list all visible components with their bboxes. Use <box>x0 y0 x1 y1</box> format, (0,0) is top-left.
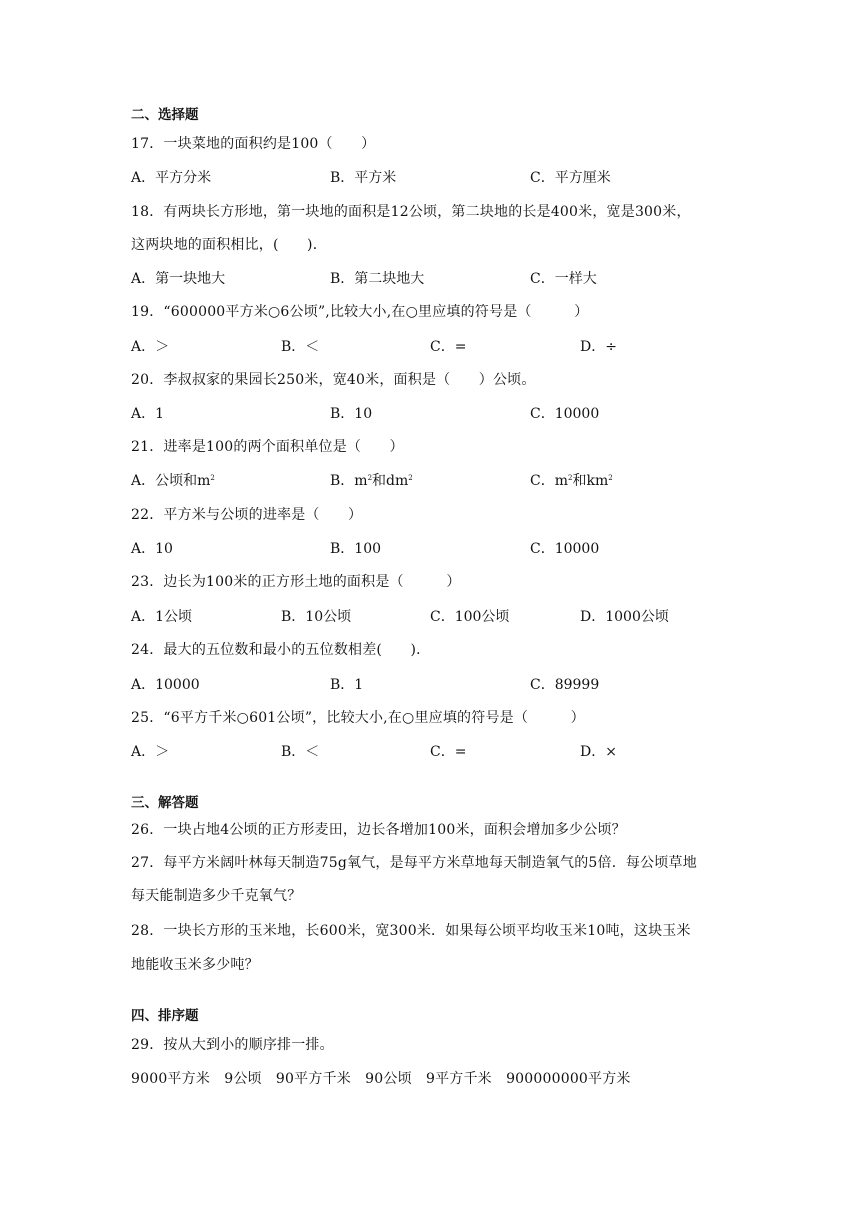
q25-option-b: B．＜ <box>281 744 320 760</box>
question-18-line-2: 这两块地的面积相比，( )． <box>131 237 327 253</box>
section-heading-answer: 三、解答题 <box>131 795 199 811</box>
q21-option-c-superscript-2: 2 <box>608 474 613 482</box>
q24-option-c: C．89999 <box>530 677 600 693</box>
q24-option-b: B．1 <box>330 677 364 693</box>
question-28-line-2: 地能收玉米多少吨？ <box>131 957 259 973</box>
question-29: 29．按从大到小的顺序排一排。 <box>131 1037 334 1053</box>
q22-option-c: C．10000 <box>530 541 600 557</box>
question-27-line-2: 每天能制造多少千克氧气？ <box>131 888 302 904</box>
q20-option-b: B．10 <box>330 406 373 422</box>
q21-option-c <box>530 471 613 491</box>
question-29-items: 9000平方米 9公顷 90平方千米 90公顷 9平方千米 900000000平方米 <box>131 1071 631 1087</box>
q21-option-c-text-2: 和km <box>572 473 609 489</box>
q21-option-a-superscript: 2 <box>210 474 215 482</box>
question-17: 17．一块菜地的面积约是100（ ） <box>131 136 376 152</box>
q23-option-c: C．100公顷 <box>430 609 510 625</box>
q17-option-b: B．平方米 <box>330 170 397 186</box>
section-heading-sort: 四、排序题 <box>131 1008 199 1024</box>
q21-option-a-text: A．公顷和m <box>131 473 211 489</box>
question-19: 19．“600000平方米○6公顷”,比较大小,在○里应填的符号是（ ） <box>131 304 589 320</box>
section-heading-choice: 二、选择题 <box>131 107 199 123</box>
question-27-line-1: 27．每平方米阔叶林每天制造75g氧气，是每平方米草地每天制造氧气的5倍．每公顷草地 <box>131 855 697 871</box>
question-26: 26．一块占地4公顷的正方形麦田，边长各增加100米，面积会增加多少公顷？ <box>131 822 626 838</box>
q21-option-a <box>131 471 215 491</box>
q18-option-b: B．第二块地大 <box>330 271 425 287</box>
q21-option-b <box>330 471 413 491</box>
q19-option-c: C．= <box>430 339 467 355</box>
q25-option-d: D．× <box>580 744 617 760</box>
q25-option-a: A．＞ <box>131 744 170 760</box>
question-22: 22．平方米与公顷的进率是（ ） <box>131 507 363 523</box>
question-23: 23．边长为100米的正方形土地的面积是（ ） <box>131 574 461 590</box>
question-20: 20．李叔叔家的果园长250米，宽40米，面积是（ ）公顷。 <box>131 372 536 388</box>
q17-option-a: A．平方分米 <box>131 170 212 186</box>
q22-option-a: A．10 <box>131 541 173 557</box>
q21-option-b-superscript-1: 2 <box>367 474 373 482</box>
q20-option-a: A．1 <box>131 406 165 422</box>
q19-option-a: A．＞ <box>131 339 170 355</box>
q21-option-b-text-2: 和dm <box>372 473 409 489</box>
q21-option-c-text: C．m <box>530 473 568 489</box>
q21-option-b-superscript-2: 2 <box>408 474 413 482</box>
q18-option-c: C．一样大 <box>530 271 597 287</box>
question-25: 25．“6平方千米○601公顷”，比较大小,在○里应填的符号是（ ） <box>131 710 585 726</box>
question-18-line-1: 18．有两块长方形地，第一块地的面积是12公顷，第二块地的长是400米，宽是300米， <box>131 204 691 220</box>
q18-option-a: A．第一块地大 <box>131 271 226 287</box>
q23-option-d: D．1000公顷 <box>580 609 669 625</box>
q22-option-b: B．100 <box>330 541 382 557</box>
q24-option-a: A．10000 <box>131 677 200 693</box>
question-24: 24．最大的五位数和最小的五位数相差( )． <box>131 642 431 658</box>
q23-option-b: B．10公顷 <box>281 609 352 625</box>
q19-option-d: D．÷ <box>580 339 617 355</box>
q20-option-c: C．10000 <box>530 406 600 422</box>
question-21: 21．进率是100的两个面积单位是（ ） <box>131 439 404 455</box>
q19-option-b: B．＜ <box>281 339 320 355</box>
q25-option-c: C．= <box>430 744 467 760</box>
q23-option-a: A．1公顷 <box>131 609 193 625</box>
q17-option-c: C．平方厘米 <box>530 170 611 186</box>
question-28-line-1: 28．一块长方形的玉米地，长600米，宽300米．如果每公顷平均收玉米10吨，这块玉米 <box>131 923 691 939</box>
q21-option-b-text: B．m <box>330 473 368 489</box>
q21-option-c-superscript-1: 2 <box>568 474 573 482</box>
